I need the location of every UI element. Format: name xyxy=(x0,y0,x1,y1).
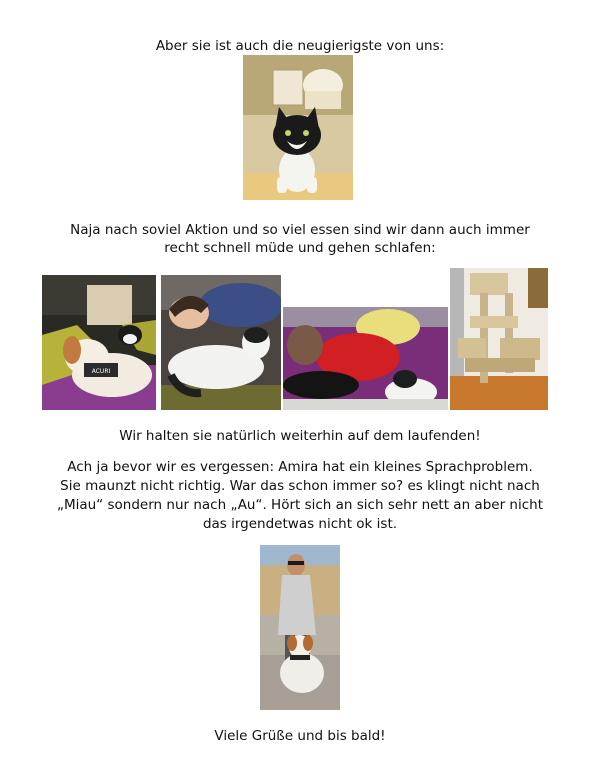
problem-text-line-3: „Miau“ sondern nur nach „Au“. Hört sich an sich sehr nett an aber nicht xyxy=(57,497,543,513)
photo-person-sleeping-with-cat xyxy=(161,275,281,410)
harness-label: ACURI xyxy=(91,368,111,375)
sleep-text-line-1: Naja nach soviel Aktion und so viel essen sind wir dann auch immer xyxy=(70,222,530,238)
closing-text: Viele Grüße und bis bald! xyxy=(214,728,386,744)
photo-curious-cat xyxy=(243,55,353,200)
problem-text-line-4: das irgendetwas nicht ok ist. xyxy=(202,516,398,532)
photo-person-in-red-with-cat xyxy=(283,307,448,410)
photo-person-with-dog xyxy=(260,545,340,710)
sleep-text-line-2: recht schnell müde und gehen schlafen: xyxy=(164,240,436,256)
problem-text-line-1: Ach ja bevor wir es vergessen: Amira hat ein kleines Sprachproblem. xyxy=(67,459,533,475)
intro-text: Aber sie ist auch die neugierigste von uns: xyxy=(155,38,445,54)
photo-cat-tree xyxy=(450,268,548,410)
photo-dog-and-cat-on-bed xyxy=(42,275,156,410)
problem-text-line-2: Sie maunzt nicht richtig. War das schon immer so? es klingt nicht nach xyxy=(60,478,540,494)
update-text: Wir halten sie natürlich weiterhin auf dem laufenden! xyxy=(119,428,481,444)
